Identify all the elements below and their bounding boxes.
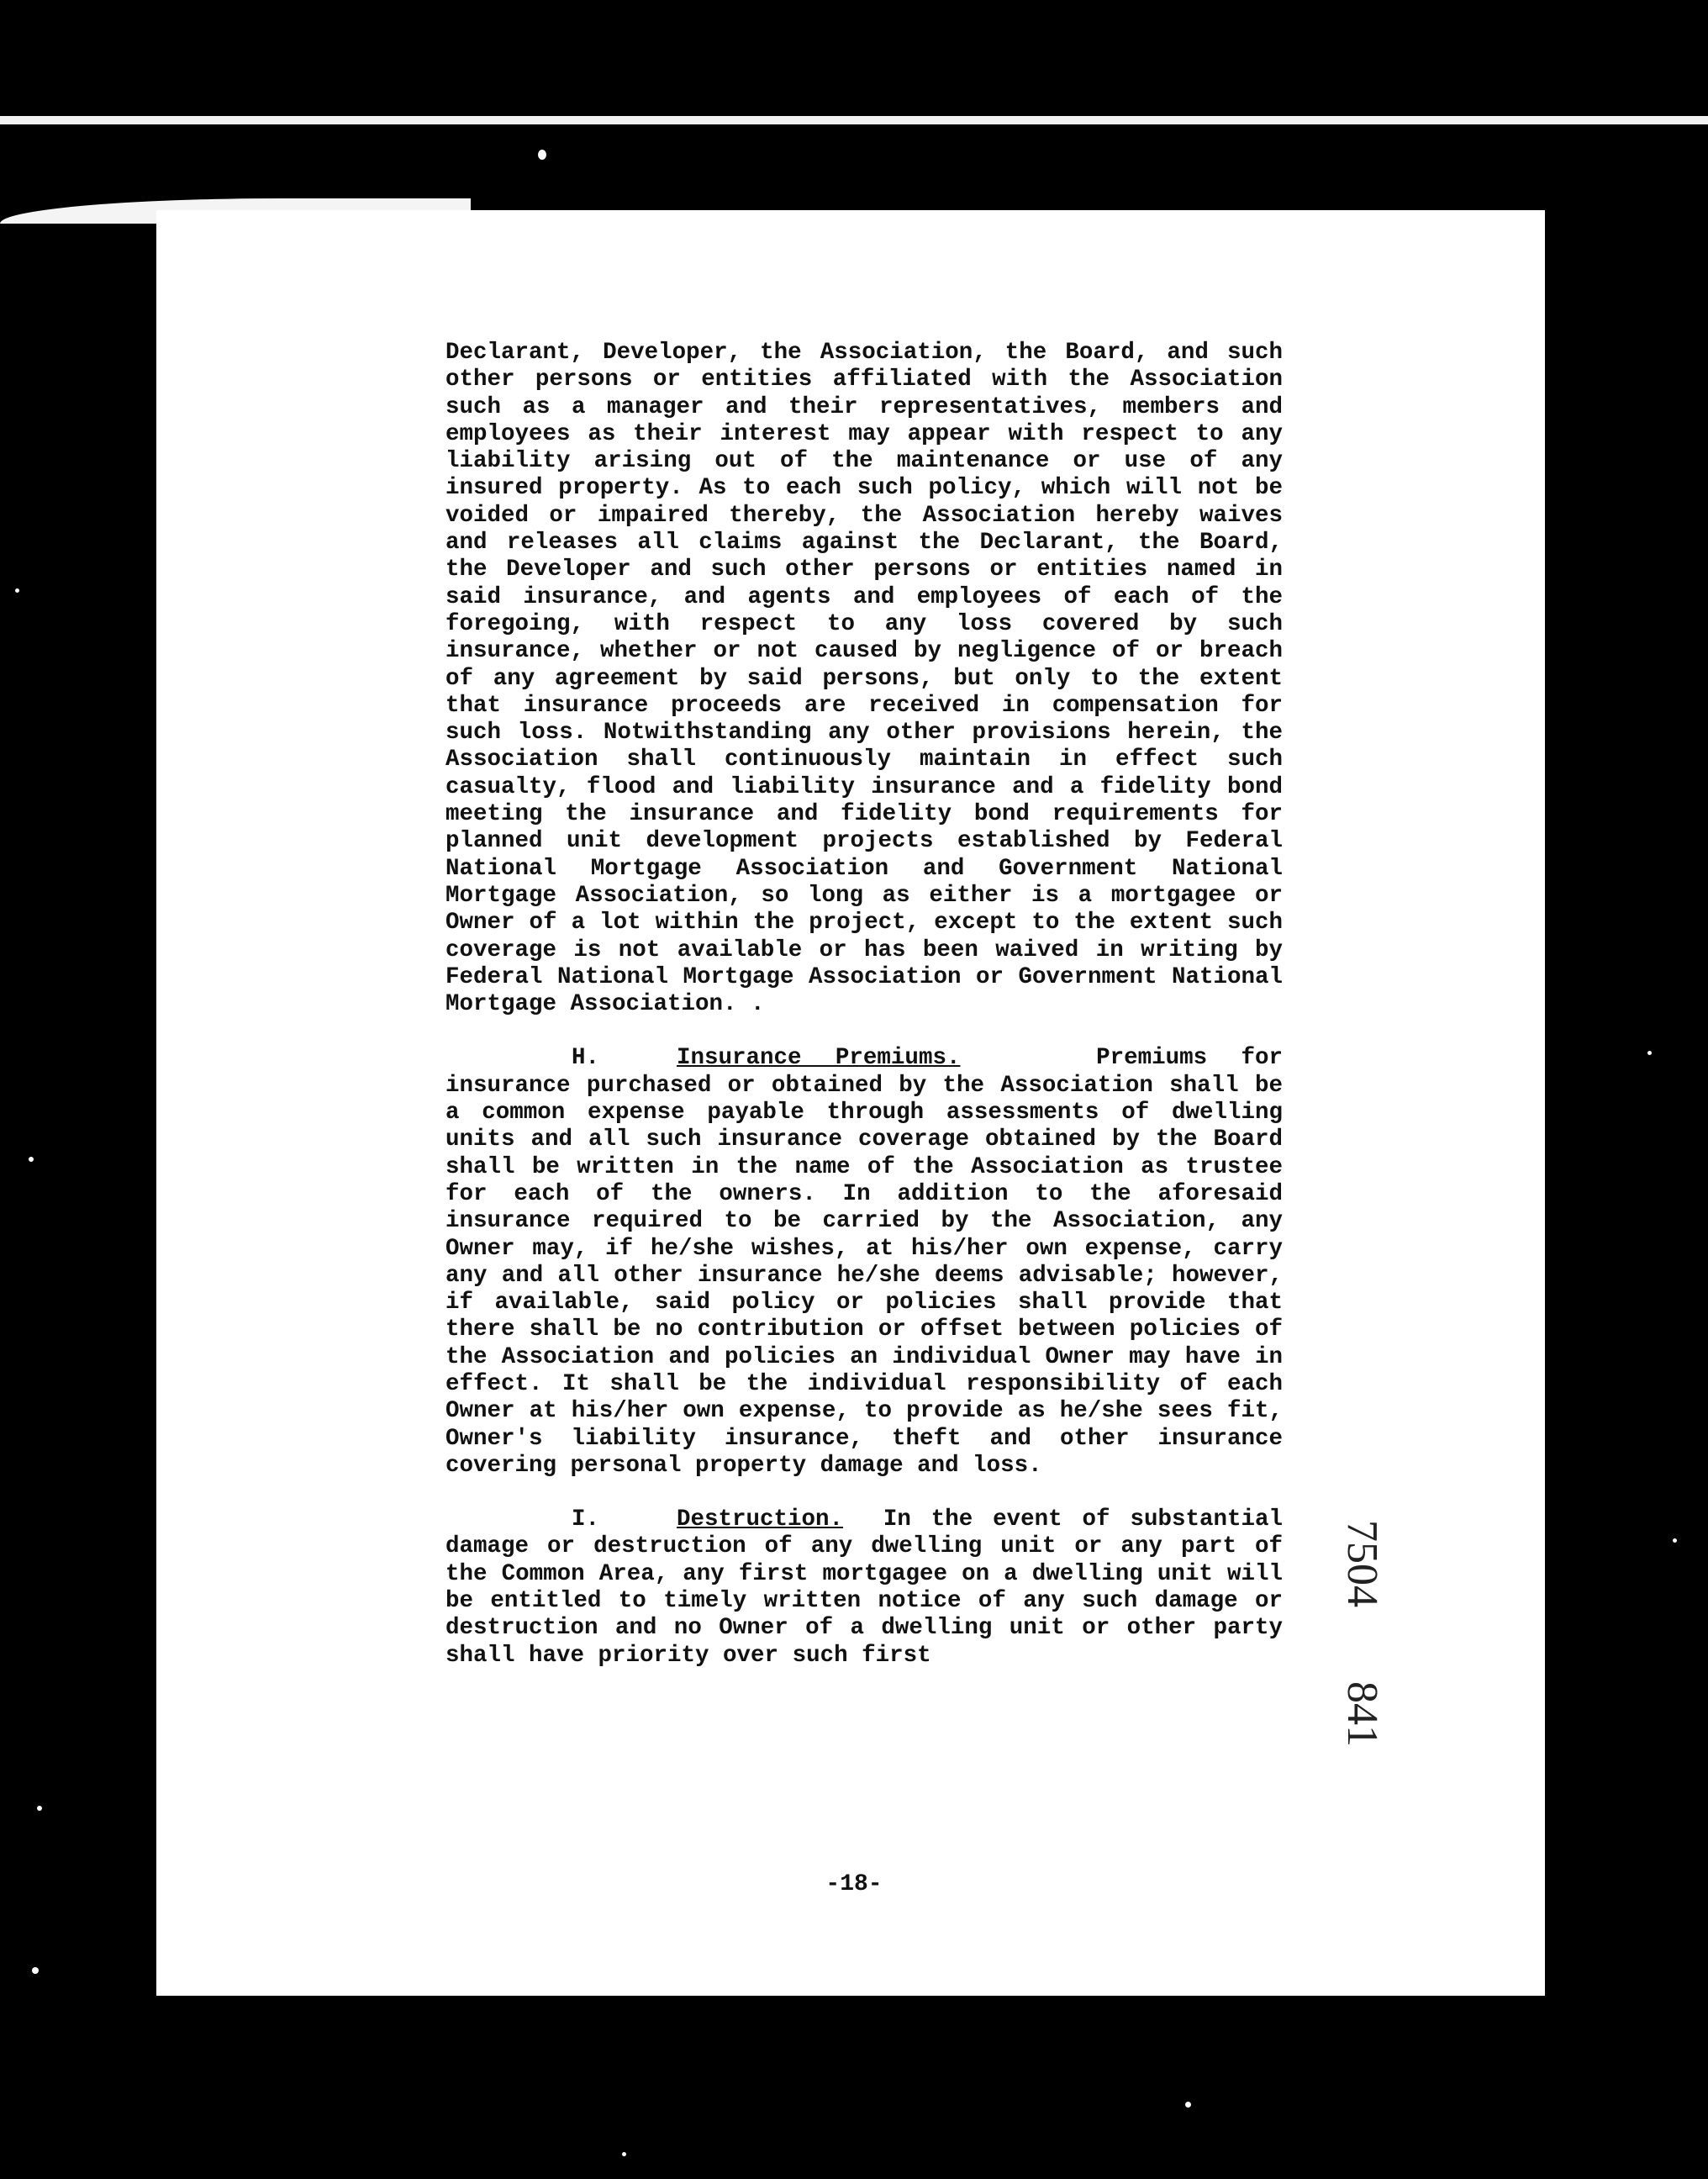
section-h-text: Premiums for insurance purchased or obtained by the Association shall be a common expense payable through assessments of dwelling units and all such insurance coverage obtained by the Board shall be written in the name of the Association as trustee for each of the owners. In addition to the aforesaid insurance required to be carried by the Association, any Owner may, if he/she wishes, at his/her own expense, carry any and all other insurance he/she deems advisable; however, if available, said policy or policies shall provide that there shall be no contribution or offset between policies of the Association and policies an individual Owner may have in effect. It shall be the individual responsibility of each Owner at his/her own expense, to provide as he/she sees fit, Owner's liability insurance, theft and other insurance covering personal property damage and loss. — [445, 1045, 1283, 1479]
page-number: -18- — [825, 1871, 883, 1897]
section-h-paragraph — [445, 1045, 1283, 1480]
scan-speck — [622, 2152, 626, 2156]
recording-book-number: 7504 — [1338, 1520, 1386, 1607]
recording-page-number: 841 — [1338, 1681, 1386, 1747]
scan-speck — [37, 1806, 42, 1811]
recording-stamp — [1328, 1513, 1412, 1782]
scan-speck — [1647, 1051, 1652, 1055]
body-paragraph: Declarant, Developer, the Association, the Board, and such other persons or entities affiliated with the Association such as a manager and their representatives, members and employees as their interest may appear with respect to any liability arising out of the maintenance or use of any insured property. As to each such policy, which will not be voided or impaired thereby, the Association hereby waives and releases all claims against the Declarant, the Board, the Developer and such other persons or entities named in said insurance, and agents and employees of each of the foregoing, with respect to any loss covered by such insurance, whether or not caused by negligence of or breach of any agreement by said persons, but only to the extent that insurance proceeds are received in compensation for such loss. Notwithstanding any other provisions herein, the Association shall continuously maintain in effect such casualty, flood and liability insurance and a fidelity bond meeting the insurance and fidelity bond requirements for planned unit development projects established by Federal National Mortgage Association and Government National Mortgage Association, so long as either is a mortgagee or Owner of a lot within the project, except to the extent such coverage is not available or has been waived in writing by Federal National Mortgage Association or Government National Mortgage Association. . — [445, 340, 1283, 1018]
section-i-text: In the event of substantial damage or destruction of any dwelling unit or any part of the Common Area, any first mortgagee on a dwelling unit will be entitled to timely written notice of any such damage or destruction and no Owner of a dwelling unit or other party shall have priority over such first — [445, 1506, 1283, 1669]
section-i-paragraph — [445, 1506, 1283, 1670]
document-body — [445, 340, 1283, 1670]
section-h-letter: H. — [572, 1045, 600, 1072]
scan-speck — [1185, 2102, 1191, 2108]
scan-speck — [15, 588, 19, 593]
section-h-heading: Insurance Premiums. — [677, 1045, 961, 1072]
scan-speck — [29, 1157, 34, 1162]
scan-edge-line — [0, 116, 1708, 124]
scan-speck — [1673, 1538, 1677, 1543]
section-i-heading: Destruction. — [677, 1506, 844, 1533]
section-i-letter: I. — [572, 1506, 600, 1533]
scan-speck — [195, 288, 201, 293]
scan-speck — [538, 150, 546, 160]
scan-speck — [32, 1967, 39, 1974]
